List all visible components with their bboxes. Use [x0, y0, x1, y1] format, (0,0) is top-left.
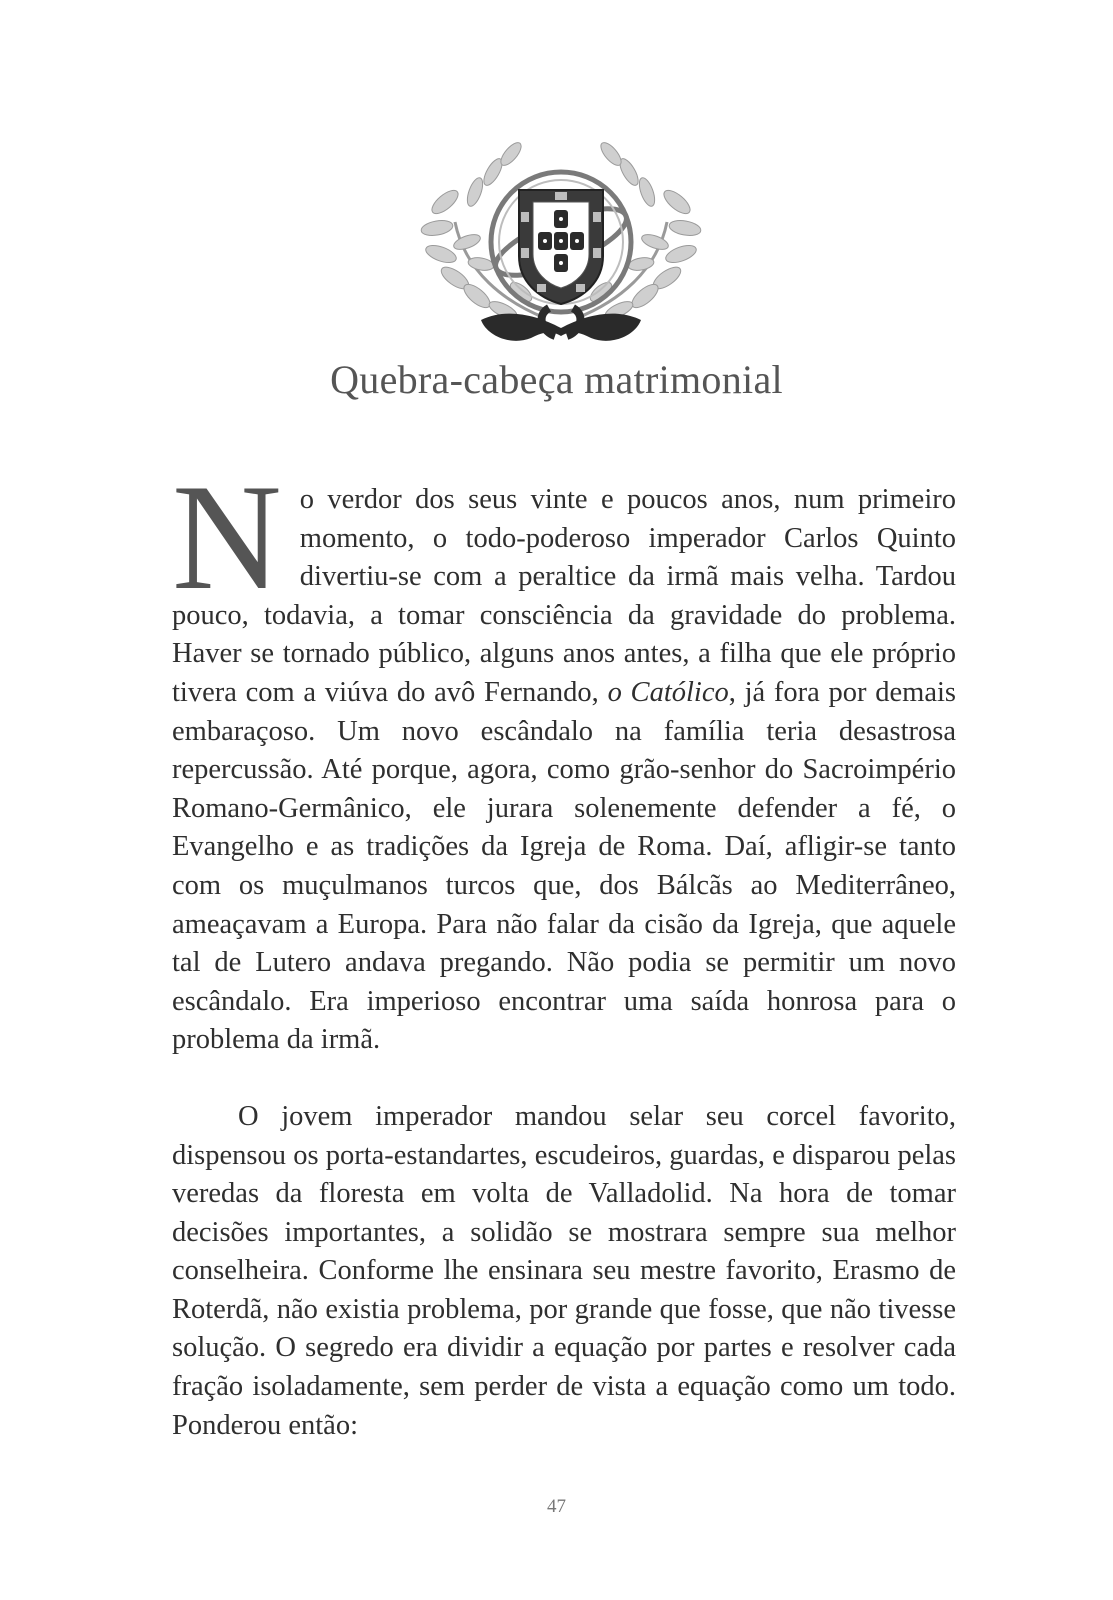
body-text	[172, 453, 957, 1445]
drop-cap: N	[172, 453, 282, 621]
paragraph-1-italic: o Católico	[607, 676, 729, 708]
chapter-title: Quebra-cabeça matrimonial	[330, 357, 783, 402]
paragraph-1-text-start: o verdor dos seus vinte e poucos anos, num primeiro momento, o todo-poderoso imperador Carlos Quinto divertiu-se com a peraltice da irmã mais velha. Tardou pouco, todavia, a tomar consciência da gravidade do problema. Haver se tornado público, alguns anos antes, a filha que ele próprio tivera com a viúva do avô Fernando,	[172, 484, 956, 708]
paragraph-1	[172, 453, 957, 1060]
paragraph-2: O jovem imperador mandou selar seu corcel favorito, dispensou os porta-estandartes, escudeiros, guardas, e disparou pelas veredas da floresta em volta de Valladolid. Na hora de tomar decisões importantes, a solidão se mostrara sempre sua melhor conselheira. Conforme lhe ensinara seu mestre favorito, Erasmo de Roterdã, não existia problema, por grande que fosse, que não tivesse solução. O segredo era dividir a equação por partes e resolver cada fração isoladamente, sem perder de vista a equação como um todo. Ponderou então:	[172, 1100, 956, 1441]
portuguese-coat-of-arms-icon	[415, 132, 707, 352]
page-number: 47	[547, 1496, 566, 1517]
paragraph-1-text-end: , já fora por demais embaraçoso. Um novo escândalo na família teria desastrosa repercussão. Até porque, agora, como grão-senhor do Sacroimpério Romano-Germânico, ele jurara solenemente defender a fé, o Evangelho e as tradições da Igreja de Roma. Daí, afligir-se tanto com os muçulmanos turcos que, dos Bálcãs ao Mediterrâneo, ameaçavam a Europa. Para não falar da cisão da Igreja, que aquele tal de Lutero andava pregando. Não podia se permitir um novo escândalo. Era imperioso encontrar uma saída honrosa para o problema da irmã.	[172, 676, 957, 1056]
